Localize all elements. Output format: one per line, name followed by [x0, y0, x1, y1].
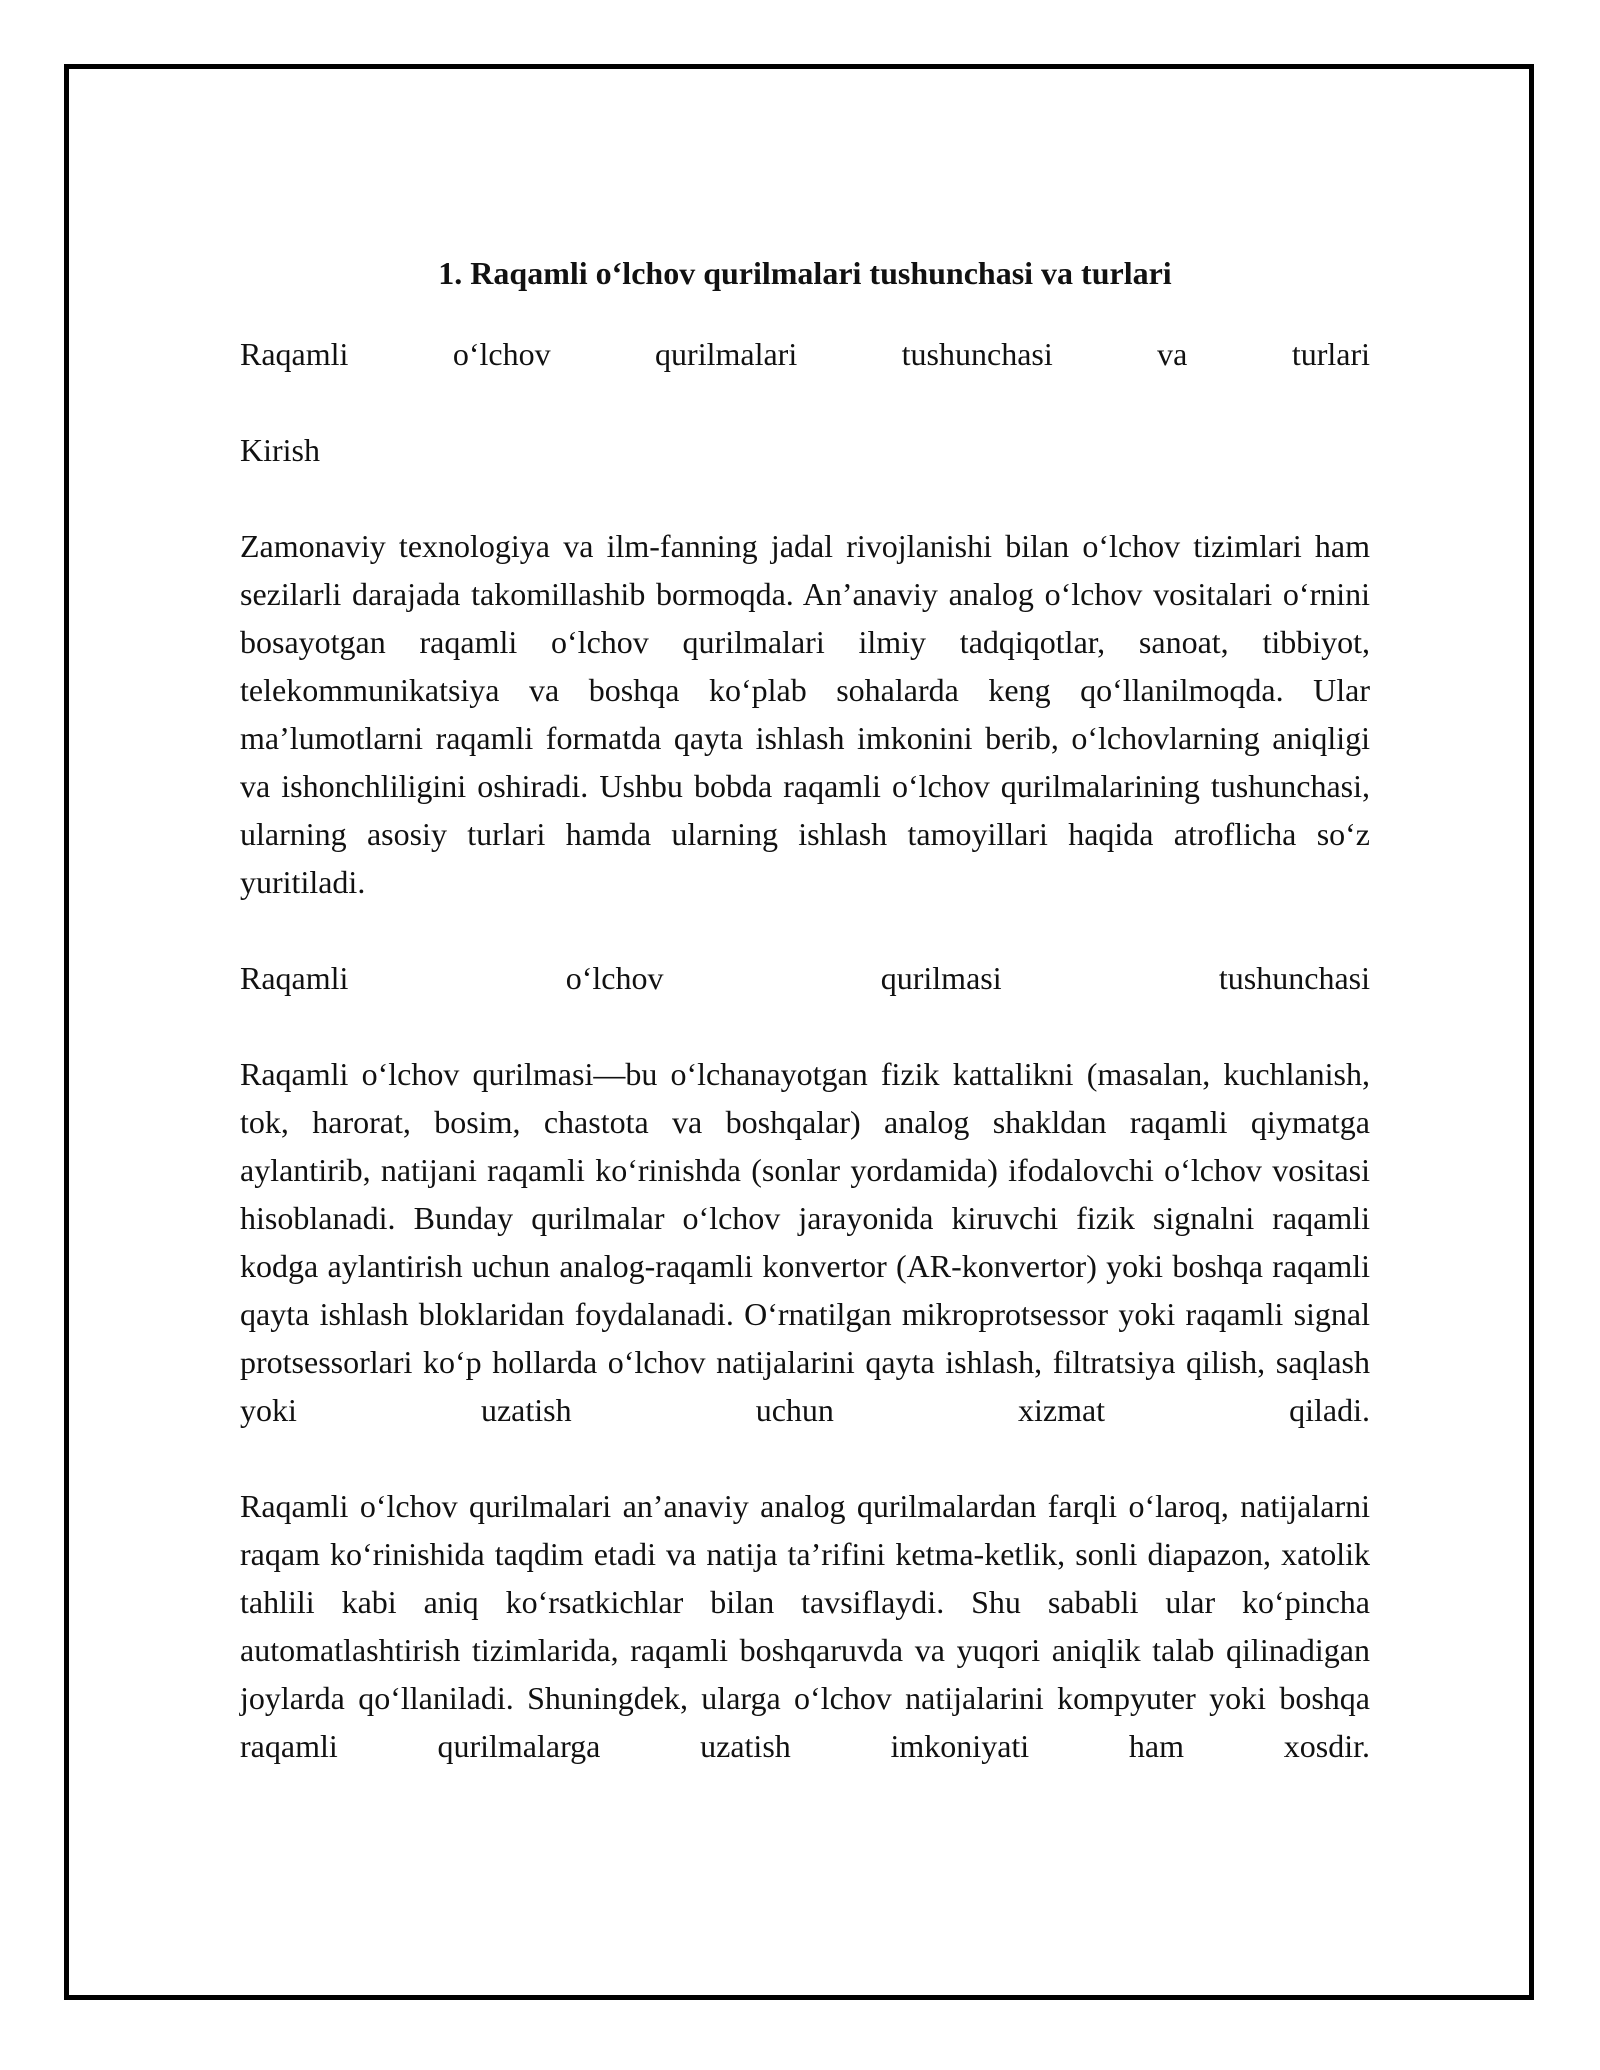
intro-heading: Kirish [240, 432, 320, 469]
subtitle-line: Raqamli o‘lchov qurilmalari tushunchasi va turlari [240, 336, 1370, 373]
section-heading: Raqamli o‘lchov qurilmasi tushunchasi [240, 960, 1370, 997]
paragraph-intro: Zamonaviy texnologiya va ilm-fanning jadal rivojlanishi bilan o‘lchov tizimlari ham sezilarli darajada takomillashib bormoqda. An’anaviy analog o‘lchov vositalari o‘rnini bosayotgan raqamli o‘lchov qurilmalari ilmiy tadqiqotlar, sanoat, tibbiyot, telekommunikatsiya va boshqa ko‘plab sohalarda keng qo‘llanilmoqda. Ular ma’lumotlarni raqamli formatda qayta ishlash imkonini berib, o‘lchovlarning aniqligi va ishonchliligini oshiradi. Ushbu bobda raqamli o‘lchov qurilmalarining tushunchasi, ularning asosiy turlari hamda ularning ishlash tamoyillari haqida atroflicha so‘z yuritiladi. [240, 528, 1370, 901]
page-title: 1. Raqamli o‘lchov qurilmalari tushunchasi va turlari [438, 255, 1172, 291]
document-body [240, 254, 1370, 1818]
paragraph-definition: Raqamli o‘lchov qurilmasi—bu o‘lchanayotgan fizik kattalikni (masalan, kuchlanish, tok, harorat, bosim, chastota va boshqalar) analog shakldan raqamli qiymatga aylantirib, natijani raqamli ko‘rinishda (sonlar yordamida) ifodalovchi o‘lchov vositasi hisoblanadi. Bunday qurilmalar o‘lchov jarayonida kiruvchi fizik signalni raqamli kodga aylantirish uchun analog-raqamli konvertor (AR-konvertor) yoki boshqa raqamli qayta ishlash bloklaridan foydalanadi. O‘rnatilgan mikroprotsessor yoki raqamli signal protsessorlari ko‘p hollarda o‘lchov natijalarini qayta ishlash, filtratsiya qilish, saqlash yoki uzatish uchun xizmat qiladi. [240, 1056, 1370, 1429]
paragraph-comparison: Raqamli o‘lchov qurilmalari an’anaviy analog qurilmalardan farqli o‘laroq, natijalarni raqam ko‘rinishida taqdim etadi va natija ta’rifini ketma-ketlik, sonli diapazon, xatolik tahlili kabi aniq ko‘rsatkichlar bilan tavsiflaydi. Shu sababli ular ko‘pincha automatlashtirish tizimlarida, raqamli boshqaruvda va yuqori aniqlik talab qilinadigan joylarda qo‘llaniladi. Shuningdek, ularga o‘lchov natijalarini kompyuter yoki boshqa raqamli qurilmalarga uzatish imkoniyati ham xosdir. [240, 1488, 1370, 1765]
page-frame [64, 64, 1534, 2000]
